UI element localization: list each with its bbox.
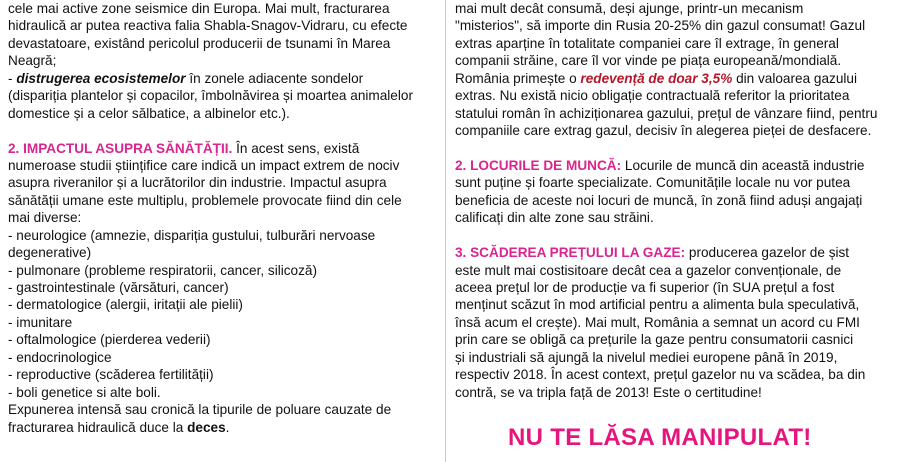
royalty-line [455, 70, 895, 87]
paragraph-line: respectiv 2018. În acest context, prețul gazelor nu va scădea, ba din [455, 367, 866, 383]
paragraph-line: hidraulică ar putea reactiva falia Shabla-Snagov-Vidraru, cu efecte [8, 18, 408, 34]
paragraph-line: aceea prețul lor de producție va fi superior (în SUA prețul a fost [455, 280, 835, 295]
list-item: degenerative) [8, 245, 92, 261]
paragraph-line: companiile care extrag gazul, decisiv în alegerea pieței de desfacere. [455, 123, 872, 139]
list-item: - reproductive (scăderea fertilității) [8, 367, 214, 383]
paragraph-line: contră, se va tripla față de 2013! Este o certitudine! [455, 384, 762, 400]
paragraph-line: extras. Nu există nicio obligație contractuală referitor la prioritatea [455, 88, 850, 104]
paragraph-line: "misterios", să importe din Rusia 20-25% din gazul consumat! Gazul [455, 18, 866, 34]
paragraph-line: asupra riveranilor și a lucrătorilor din industrie. Impactul asupra [8, 175, 387, 191]
paragraph-line: menținut scăzut în mod artificial pentru a alimenta bula speculativă, [455, 297, 860, 313]
paragraph-line: (dispariția plantelor și copacilor, îmbolnăvirea și moartea animalelor [8, 88, 413, 104]
paragraph-line: extras aparține în totalitate companiei care îl extrage, în general [455, 35, 839, 51]
price-first-text: producerea gazelor de șist [685, 245, 850, 261]
health-heading-line [8, 140, 436, 157]
paragraph-line: mai mult decât consumă, deși ajunge, printr-un mecanism [455, 1, 804, 16]
jobs-first-text: Locurile de muncă din această industrie [621, 157, 865, 173]
paragraph-line: cele mai active zone seismice din Europa. Mai mult, fracturarea [8, 1, 390, 16]
jobs-heading-line [455, 157, 895, 174]
bullet-prefix: - [8, 70, 17, 86]
left-column [8, 0, 436, 462]
paragraph-line: numeroase studii științifice care indică un impact extrem de nociv [8, 157, 400, 173]
paragraph-line: este mult mai costisitoare decât cea a gazelor convenționale, de [455, 262, 842, 278]
list-item: - oftalmologice (pierderea vederii) [8, 332, 211, 348]
list-item: - gastrointestinale (vărsături, cancer) [8, 280, 229, 295]
paragraph-line: Expunerea intensă sau cronică la tipurile de poluare cauzate de [8, 402, 392, 418]
list-item: - neurologice (amnezie, dispariția gustului, tulburări nervoase [8, 227, 376, 243]
right-column [455, 0, 895, 462]
paragraph-line: domestice și a celor sălbatice, a albinelor etc.). [8, 105, 290, 121]
paragraph-line: statului român în achiziționarea gazului, prețul de vânzare fiind, pentru [455, 105, 878, 121]
list-item: - boli genetice si alte boli. [8, 384, 161, 400]
slogan: NU TE LĂSA MANIPULAT! [508, 424, 812, 451]
paragraph-line: sunt puține și foarte specializate. Comunitățile locale nu vor putea [455, 175, 851, 191]
paragraph-line: Neagră; [8, 53, 57, 69]
list-item: - pulmonare (probleme respiratorii, cancer, silicoză) [8, 262, 317, 278]
ecosystem-line [8, 70, 436, 87]
paragraph-line: companii străine, care îl vor vinde pe piața europeană/mondială. [455, 53, 842, 69]
list-item: - endocrinologice [8, 349, 112, 365]
death-emphasis: deces [187, 419, 226, 435]
health-heading: 2. IMPACTUL ASUPRA SĂNĂTĂȚII. [8, 140, 233, 156]
death-suffix: . [225, 419, 230, 435]
paragraph-line: beneficia de aceste noi locuri de muncă, în zonă fiind aduși angajați [455, 192, 863, 208]
paragraph-line: și industriali să ajungă la nivelul mediei europene până în 2019, [455, 349, 838, 365]
column-divider [445, 0, 446, 462]
health-first-text: În acest sens, există [232, 140, 360, 156]
royalty-rest: din valoarea gazului [732, 70, 857, 86]
death-line [8, 419, 436, 436]
ecosystem-rest: în zonele adiacente sondelor [185, 70, 364, 86]
price-heading-line [455, 244, 895, 261]
paragraph-line: însă acum el crește). Mai mult, România a semnat un acord cu FMI [455, 314, 860, 330]
list-item: - imunitare [8, 314, 73, 330]
paragraph-line: calificați din alte zone sau străini. [455, 210, 654, 226]
jobs-heading: 2. LOCURILE DE MUNCĂ: [455, 157, 622, 173]
paragraph-line: devastatoare, existând pericolul producerii de tsunami în Marea [8, 35, 391, 51]
royalty-prefix: România primește o [455, 70, 581, 86]
paragraph-line: mai diverse: [8, 210, 82, 226]
paragraph-line: prin care se obligă ca prețurile la gaze pentru consumatorii casnici [455, 332, 854, 348]
death-prefix: fracturarea hidraulică duce la [8, 419, 188, 435]
price-heading: 3. SCĂDEREA PREȚULUI LA GAZE: [455, 245, 686, 261]
royalty-emphasis: redevență de doar 3,5% [580, 70, 733, 86]
paragraph-line: sănătății umane este multiplu, problemele provocate fiind din cele [8, 192, 402, 208]
list-item: - dermatologice (alergii, iritații ale pielii) [8, 297, 243, 313]
ecosystem-emphasis: distrugerea ecosistemelor [16, 70, 186, 86]
